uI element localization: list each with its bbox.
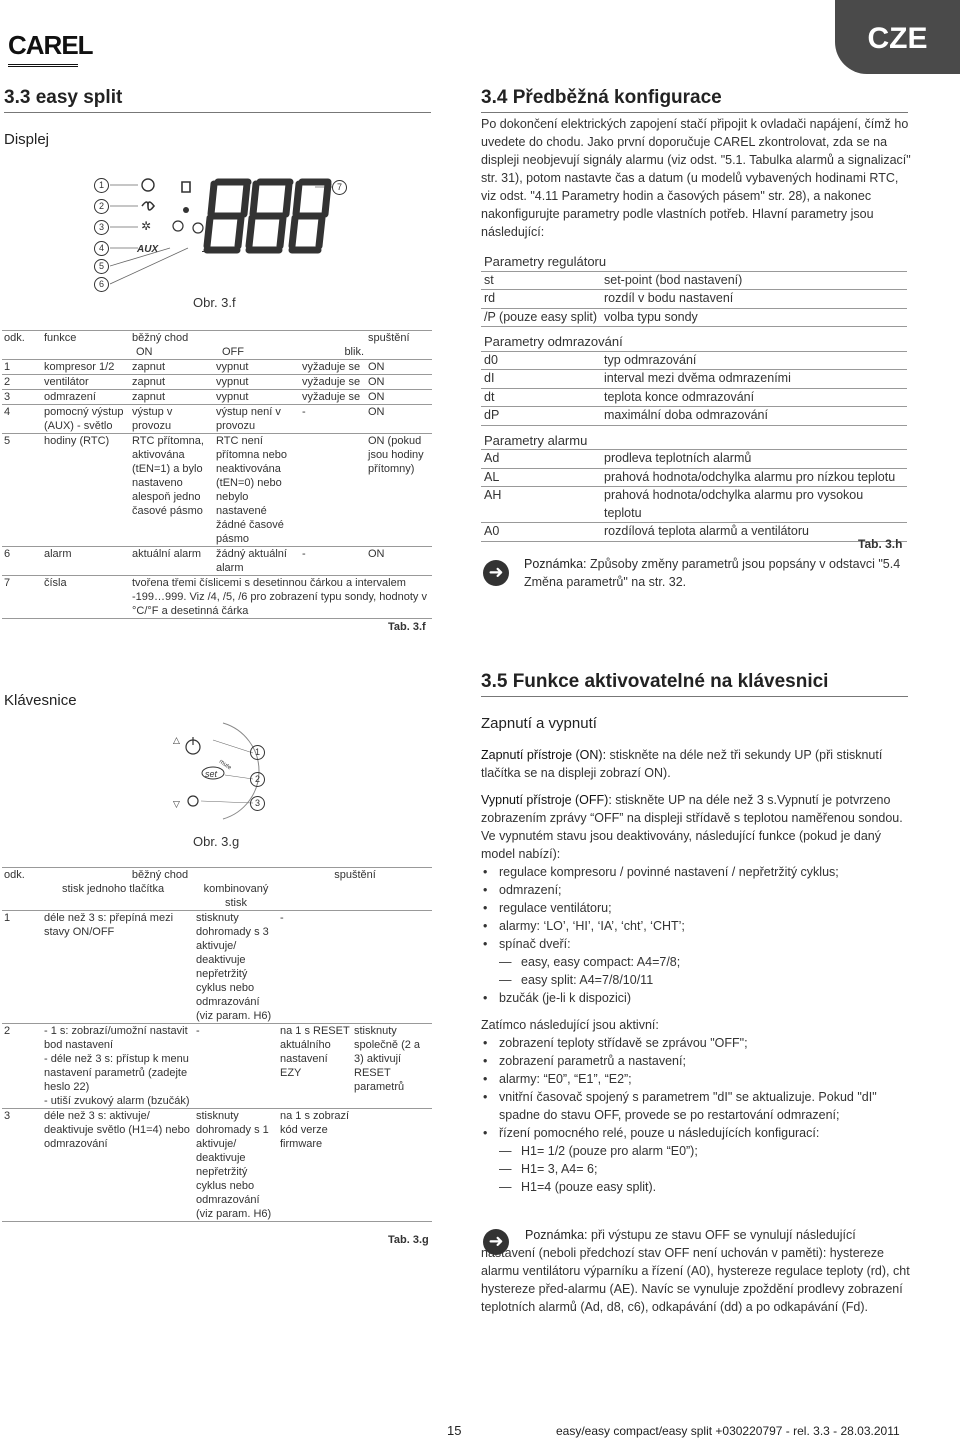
list-item: • alarmy: ‘LO’, ‘HI’, ‘IA’, ‘cht’, ‘CHT’;	[481, 917, 911, 935]
list-item: • zobrazení teploty střídavě se zprávou "OFF";	[481, 1034, 911, 1052]
callout-6: 6	[94, 277, 109, 292]
note-1	[524, 555, 910, 591]
param-code: /P (pouze easy split)	[481, 308, 601, 327]
keypad-callout-2: 2	[250, 772, 265, 787]
t1-r2-f: ventilátor	[42, 375, 130, 390]
group-regulator-title: Parametry regulátoru	[481, 253, 907, 271]
display-subtitle: Displej	[4, 131, 50, 148]
group-defrost-title: Parametry odmrazování	[481, 327, 907, 352]
display-figure	[90, 170, 350, 300]
t1-r4-sp: ON	[366, 405, 432, 434]
title-rule-right	[481, 112, 908, 113]
t1-r7-desc: tvořena třemi číslicemi s desetinnou čárkou a intervalem -199…999. Viz /4, /5, /6 pro zobrazení typu sondy, hodnoty v °C/°F a desetinná čárka	[130, 576, 432, 619]
list-item: • řízení pomocného relé, pouze u následujících konfigurací:	[481, 1124, 911, 1142]
t1-r4-f: pomocný výstup (AUX) - světlo	[42, 405, 130, 434]
t1-r5-sp: ON (pokud jsou hodiny přítomny)	[366, 434, 432, 547]
t1-r4-on: výstup v provozu	[130, 405, 214, 434]
t1-r1-sp: ON	[366, 360, 432, 375]
t2-h-combo: kombinovaný stisk	[194, 882, 278, 911]
param-code: A0	[481, 523, 601, 542]
active-intro: Zatímco následující jsou aktivní:	[481, 1018, 659, 1032]
list-item: • regulace ventilátoru;	[481, 899, 911, 917]
t1-r4-off: výstup není v provozu	[214, 405, 300, 434]
t2-r2-combo: -	[194, 1024, 278, 1109]
t1-r3-sp: ON	[366, 390, 432, 405]
keypad-subtitle: Klávesnice	[4, 692, 77, 709]
t1-r5-n: 5	[2, 434, 42, 547]
keypad-callout-3: 3	[250, 796, 265, 811]
note-arrow-icon-2: ➜	[483, 1229, 509, 1255]
list-item: • zobrazení parametrů a nastavení;	[481, 1052, 911, 1070]
param-code: dt	[481, 388, 601, 407]
svg-text:△: △	[173, 735, 180, 745]
t2-h-normal: běžný chod	[42, 868, 278, 883]
active-functions-list	[481, 1034, 911, 1142]
section-title-3-3: 3.3 easy split	[4, 87, 123, 108]
title-rule	[4, 112, 431, 113]
param-code: st	[481, 271, 601, 290]
t1-r3-bl: vyžaduje se	[300, 390, 366, 405]
t1-r1-on: zapnut	[130, 360, 214, 375]
t1-r1-bl: vyžaduje se	[300, 360, 366, 375]
t1-r2-n: 2	[2, 375, 42, 390]
on-off-subtitle: Zapnutí a vypnutí	[481, 715, 597, 732]
list-item: • alarmy: “E0”, “E1”, “E2”;	[481, 1070, 911, 1088]
t1-r5-f: hodiny (RTC)	[42, 434, 130, 547]
param-desc: maximální doba odmrazování	[601, 407, 907, 426]
note-1-label: Poznámka:	[524, 557, 587, 571]
param-desc: set-point (bod nastavení)	[601, 271, 907, 290]
list-item: — easy, easy compact: A4=7/8;	[499, 953, 911, 971]
intro-paragraph: Po dokončení elektrických zapojení stačí připojit k ovladači napájení, čímž ho uvedete do chodu. Jako první doporučuje CAREL zkontrolovat, zda se na displeji neobjevují signály alarmu (viz odst. "5.1. Tabulka alarmů a signalizací" str. 31), potom nastavte čas a datum (u modelů vybavených hodinami RTC, viz odst. "4.11 Parametry hodin a časových pásem" str. 28), a nakonec nakonfigurujte parametry podle vlastních potřeb. Hlavní parametry jsou následující:	[481, 117, 911, 239]
callout-4: 4	[94, 241, 109, 256]
param-desc: prodleva teplotních alarmů	[601, 450, 907, 469]
t1-r4-bl: -	[300, 405, 366, 434]
t2-r3-s1: na 1 s zobrazí kód verze firmware	[278, 1109, 352, 1222]
t2-r1-single: déle než 3 s: přepíná mezi stavy ON/OFF	[42, 911, 194, 1024]
param-code: Ad	[481, 450, 601, 469]
t1-r3-n: 3	[2, 390, 42, 405]
display-drawing	[110, 170, 335, 290]
on-text: stiskněte na déle než tři sekundy UP (při stisknutí tlačítka se na displeji zobrazí ON).	[481, 748, 883, 780]
section-title-3-5: 3.5 Funkce aktivovatelné na klávesnici	[481, 671, 829, 692]
svg-text:mute: mute	[217, 758, 233, 772]
param-desc: rozdíl v bodu nastavení	[601, 290, 907, 309]
param-code: d0	[481, 351, 601, 370]
t1-h-off: OFF	[214, 345, 300, 360]
t1-r1-f: kompresor 1/2	[42, 360, 130, 375]
param-desc: typ odmrazování	[601, 351, 907, 370]
param-code: dP	[481, 407, 601, 426]
t1-r4-n: 4	[2, 405, 42, 434]
t1-r7-f: čísla	[42, 576, 130, 619]
param-desc: volba typu sondy	[601, 308, 907, 327]
callout-2: 2	[94, 199, 109, 214]
svg-text:▽: ▽	[173, 799, 180, 809]
t2-h-ref: odk.	[2, 868, 42, 883]
t1-r6-f: alarm	[42, 547, 130, 576]
param-code: AL	[481, 468, 601, 487]
list-item: — H1= 3, A4= 6;	[499, 1160, 911, 1178]
keypad-callout-1: 1	[250, 745, 265, 760]
note-2-label: Poznámka:	[525, 1228, 588, 1242]
t1-r7-n: 7	[2, 576, 42, 619]
table-3f	[2, 330, 432, 619]
svg-text:set: set	[205, 769, 218, 779]
t1-h-ref: odk.	[2, 331, 42, 346]
t2-r1-s2	[352, 911, 432, 1024]
list-item: • spínač dveří:	[481, 935, 911, 953]
note-arrow-icon: ➜	[483, 560, 509, 586]
t1-h-blink: blik.	[300, 345, 366, 360]
door-switch-sublist	[481, 953, 911, 989]
on-paragraph	[481, 746, 911, 782]
off-text: stiskněte UP na déle než 3 s.Vypnutí je potvrzeno zobrazením zprávy “OFF” na displeji střídavě s teplotou naměřenou sondou.	[481, 793, 903, 825]
list-item: — easy split: A4=7/8/10/11	[499, 971, 911, 989]
t1-r2-off: vypnut	[214, 375, 300, 390]
t1-r6-sp: ON	[366, 547, 432, 576]
light-icon	[188, 796, 198, 806]
param-desc: prahová hodnota/odchylka alarmu pro nízkou teplotu	[601, 468, 907, 487]
on-off-body	[481, 746, 911, 1196]
t1-r1-n: 1	[2, 360, 42, 375]
t2-r3-n: 3	[2, 1109, 42, 1222]
t2-r3-combo: stisknuty dohromady s 1 aktivuje/ deaktivuje nepřetržitý cyklus nebo odmrazování (viz param. H6)	[194, 1109, 278, 1222]
table-caption-3f: Tab. 3.f	[388, 621, 426, 633]
t1-r6-on: aktuální alarm	[130, 547, 214, 576]
t1-r5-off: RTC není přítomna nebo neaktivována (tEN=0) nebo nebylo nastavené žádné časové pásmo	[214, 434, 300, 547]
section-title-3-4: 3.4 Předběžná konfigurace	[481, 87, 722, 108]
t1-r1-off: vypnut	[214, 360, 300, 375]
list-item: • vnitřní časovač spojený s parametrem "dI" se aktualizuje. Pokud "dI" spadne do stavu OFF, provede se po restartování odmrazení;	[481, 1088, 911, 1124]
t1-r3-on: zapnut	[130, 390, 214, 405]
list-item: — H1=4 (pouze easy split).	[499, 1178, 911, 1196]
list-item: • odmrazení;	[481, 881, 911, 899]
t1-r2-sp: ON	[366, 375, 432, 390]
t1-r5-bl	[300, 434, 366, 547]
t1-r3-off: vypnut	[214, 390, 300, 405]
carel-logo: CAREL	[8, 30, 93, 60]
table-3g	[2, 867, 432, 1222]
page-number: 15	[447, 1423, 462, 1438]
t2-r1-combo: stisknuty dohromady s 3 aktivuje/ deaktivuje nepřetržitý cyklus nebo odmrazování (viz param. H6)	[194, 911, 278, 1024]
aux-label: AUX	[137, 244, 159, 255]
param-code: dI	[481, 370, 601, 389]
callout-7: 7	[332, 180, 347, 195]
t1-r6-off: žádný aktuální alarm	[214, 547, 300, 576]
t1-h-on: ON	[130, 345, 214, 360]
t1-r6-n: 6	[2, 547, 42, 576]
figure-caption-3g: Obr. 3.g	[193, 834, 240, 849]
param-code: AH	[481, 487, 601, 523]
note-2-text: při výstupu ze stavu OFF se vynulují následující nastavení (neboli předchozí stav OFF není uchován v paměti): hystereze alarmu ventilátoru výparníku a řízení (A0), hystereze regulace teploty (rd), cht hystereze před-alarmu (AE). Navíc se vynuluje zpoždění prodlevy zobrazení teplotních alarmů (Ad, d8, c6), odkapávání (dd) a po odkapávání (Fd).	[481, 1228, 910, 1314]
svg-text:✲: ✲	[141, 219, 152, 233]
t1-r3-f: odmrazení	[42, 390, 130, 405]
param-desc: prahová hodnota/odchylka alarmu pro vysokou teplotu	[601, 487, 907, 523]
t2-r3-single: déle než 3 s: aktivuje/ deaktivuje světlo (H1=4) nebo odmrazování	[42, 1109, 194, 1222]
callout-3: 3	[94, 220, 109, 235]
off-paragraph-2: Ve vypnutém stavu jsou deaktivovány, následující funkce (pokud je daný model nabízí):	[481, 829, 882, 861]
t1-r5-on: RTC přítomna, aktivována (tEN=1) a bylo nastaveno alespoň jedno časové pásmo	[130, 434, 214, 547]
table-caption-3h: Tab. 3.h	[858, 537, 903, 551]
aux-relay-sublist	[481, 1142, 911, 1196]
footer-reference: easy/easy compact/easy split +030220797 - rel. 3.3 - 28.03.2011	[556, 1424, 900, 1438]
t2-r2-single: - 1 s: zobrazí/umožní nastavit bod nastavení - déle než 3 s: přístup k menu nastavení parametrů (zadejte heslo 22) - utiší zvukový alarm (bzučák)	[42, 1024, 194, 1109]
param-desc: teplota konce odmrazování	[601, 388, 907, 407]
t2-h-startup: spuštění	[278, 868, 432, 883]
t2-r2-n: 2	[2, 1024, 42, 1109]
t1-h-func: funkce	[42, 331, 130, 346]
svg-text:⅃: ⅃	[202, 241, 209, 255]
note-2	[481, 1226, 911, 1316]
param-desc: interval mezi dvěma odmrazeními	[601, 370, 907, 389]
table-caption-3g: Tab. 3.g	[388, 1234, 429, 1246]
t1-r2-on: zapnut	[130, 375, 214, 390]
off-paragraph	[481, 791, 911, 827]
on-label: Zapnutí přístroje (ON):	[481, 748, 607, 762]
parameters-table	[481, 253, 907, 542]
callout-1: 1	[94, 178, 109, 193]
param-code: rd	[481, 290, 601, 309]
list-item: — H1= 1/2 (pouze pro alarm “E0”);	[499, 1142, 911, 1160]
figure-caption-3f: Obr. 3.f	[193, 295, 236, 310]
t1-h-startup: spuštění	[366, 331, 432, 346]
callout-5: 5	[94, 259, 109, 274]
t1-h-normal: běžný chod	[130, 331, 366, 346]
param-desc: rozdílová teplota alarmů a ventilátoru	[601, 523, 907, 542]
t1-r2-bl: vyžaduje se	[300, 375, 366, 390]
t2-r2-s2: stisknuty společně (2 a 3) aktivují RESET parametrů	[352, 1024, 432, 1109]
off-label: Vypnutí přístroje (OFF):	[481, 793, 612, 807]
list-item: • bzučák (je-li k dispozici)	[481, 989, 911, 1007]
t2-r1-n: 1	[2, 911, 42, 1024]
logo-underline	[8, 64, 78, 67]
list-item: • regulace kompresoru / povinné nastavení / nepřetržitý cyklus;	[481, 863, 911, 881]
disabled-functions-list	[481, 863, 911, 953]
t2-r2-s1: na 1 s RESET aktuálního nastavení EZY	[278, 1024, 352, 1109]
t2-r3-s2	[352, 1109, 432, 1222]
t2-r1-s1: -	[278, 911, 352, 1024]
t2-h-single: stisk jednoho tlačítka	[42, 882, 194, 911]
group-alarm-title: Parametry alarmu	[481, 425, 907, 450]
title-rule-right-2	[481, 696, 908, 697]
language-tab: CZE	[835, 0, 960, 74]
note-1-text: Způsoby změny parametrů jsou popsány v odstavci "5.4 Změna parametrů" na str. 32.	[524, 557, 901, 589]
t1-r6-bl: -	[300, 547, 366, 576]
